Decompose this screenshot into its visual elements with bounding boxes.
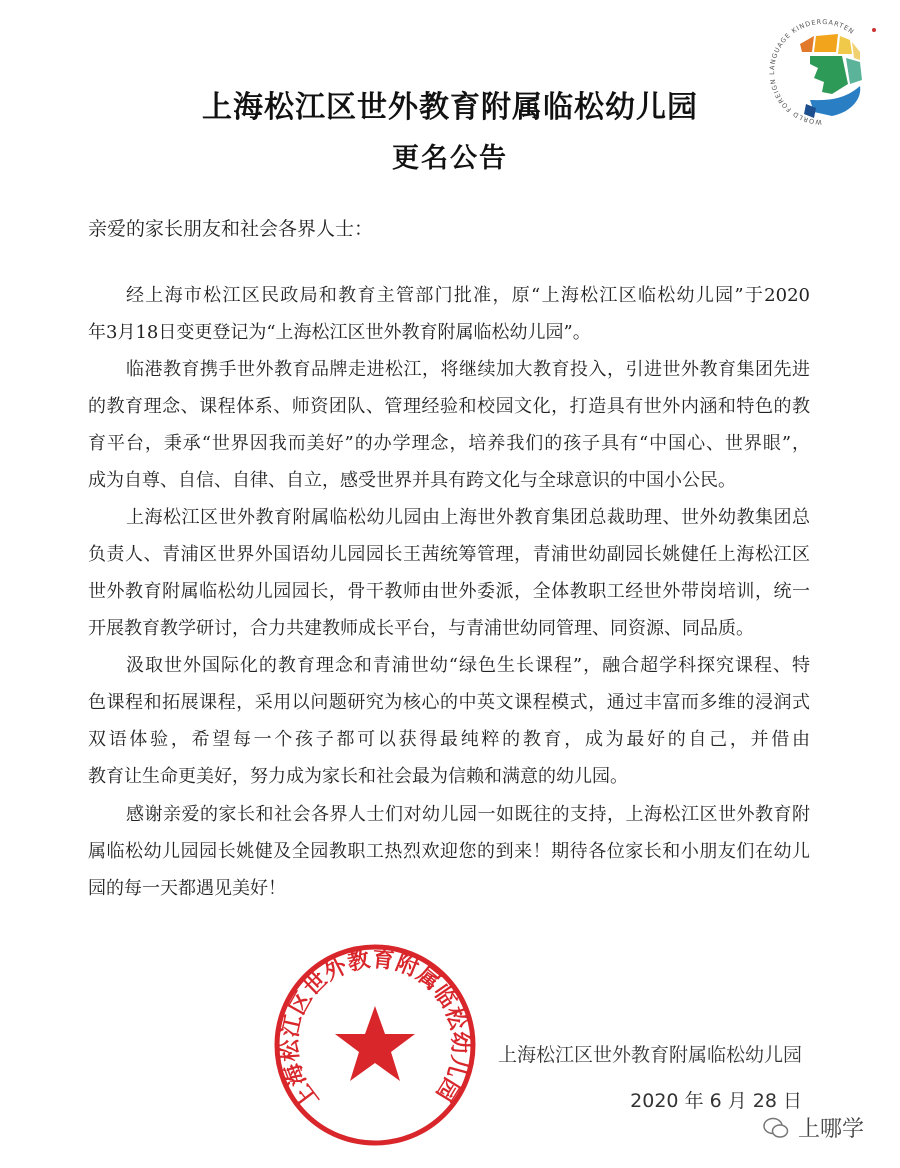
paragraph-line: 育平台，秉承“世界因我而美好”的办学理念，培养我们的孩子具有“中国心、世界眼”，: [88, 433, 810, 454]
paragraph-line: 双语体验，希望每一个孩子都可以获得最纯粹的教育，成为最好的自己，并借由: [88, 729, 810, 750]
svg-text:WORLD FOREIGN LANGUAGE KINDERG: WORLD FOREIGN LANGUAGE KINDERGARTEN: [768, 17, 856, 127]
paragraph-line: 经上海市松江区民政局和教育主管部门批准，原“上海松江区临松幼儿园”于2020: [126, 285, 810, 306]
paragraph-line: 汲取世外国际化的教育理念和青浦世幼“绿色生长课程”，融合超学科探究课程、特: [126, 655, 810, 676]
document-subtitle: 更名公告: [392, 143, 508, 174]
signature: 上海松江区世外教育附属临松幼儿园: [497, 1044, 802, 1066]
paragraph-line: 感谢亲爱的家长和社会各界人士们对幼儿园一如既往的支持，上海松江区世外教育附: [126, 804, 810, 825]
date: 2020 年 6 月 28 日: [630, 1090, 802, 1112]
svg-text:上海松江区世外教育附属临松幼儿园: 上海松江区世外教育附属临松幼儿园: [276, 946, 474, 1113]
document-title: 上海松江区世外教育附属临松幼儿园: [202, 90, 698, 125]
paragraph-line: 的教育理念、课程体系、师资团队、管理经验和校园文化，打造具有世外内涵和特色的教: [88, 396, 810, 417]
paragraph-line: 成为自尊、自信、自律、自立，感受世界并具有跨文化与全球意识的中国小公民。: [88, 470, 736, 491]
paragraph-line: 教育让生命更美好，努力成为家长和社会最为信赖和满意的幼儿园。: [88, 766, 628, 787]
paragraph-line: 开展教育教学研讨，合力共建教师成长平台，与青浦世幼同管理、同资源、同品质。: [88, 618, 754, 639]
paragraph-line: 色课程和拓展课程，采用以问题研究为核心的中英文课程模式，通过丰富而多维的浸润式: [88, 692, 810, 713]
greeting: 亲爱的家长朋友和社会各界人士：: [88, 218, 374, 240]
watermark-label: 上哪学: [798, 1117, 865, 1142]
star-icon: [335, 1006, 415, 1081]
paragraph-line: 园的每一天都遇见美好！: [88, 878, 286, 899]
paragraph-line: 负责人、青浦区世界外国语幼儿园园长王茜统筹管理，青浦世幼副园长姚健任上海松江区: [88, 544, 810, 565]
paragraph-line: 世外教育附属临松幼儿园园长，骨干教师由世外委派，全体教职工经世外带岗培训，统一: [88, 581, 810, 602]
paragraph-line: 临港教育携手世外教育品牌走进松江，将继续加大教育投入，引进世外教育集团先进: [126, 359, 810, 380]
official-stamp: [270, 940, 480, 1150]
paragraph-line: 上海松江区世外教育附属临松幼儿园由上海世外教育集团总裁助理、世外幼教集团总: [126, 507, 810, 528]
watermark: [762, 1112, 864, 1143]
paragraph-line: 属临松幼儿园园长姚健及全园教职工热烈欢迎您的到来！期待各位家长和小朋友们在幼儿: [88, 841, 810, 862]
wechat-icon: [762, 1116, 790, 1140]
paragraph-line: 年3月18日变更登记为“上海松江区世外教育附属临松幼儿园”。: [88, 322, 591, 343]
